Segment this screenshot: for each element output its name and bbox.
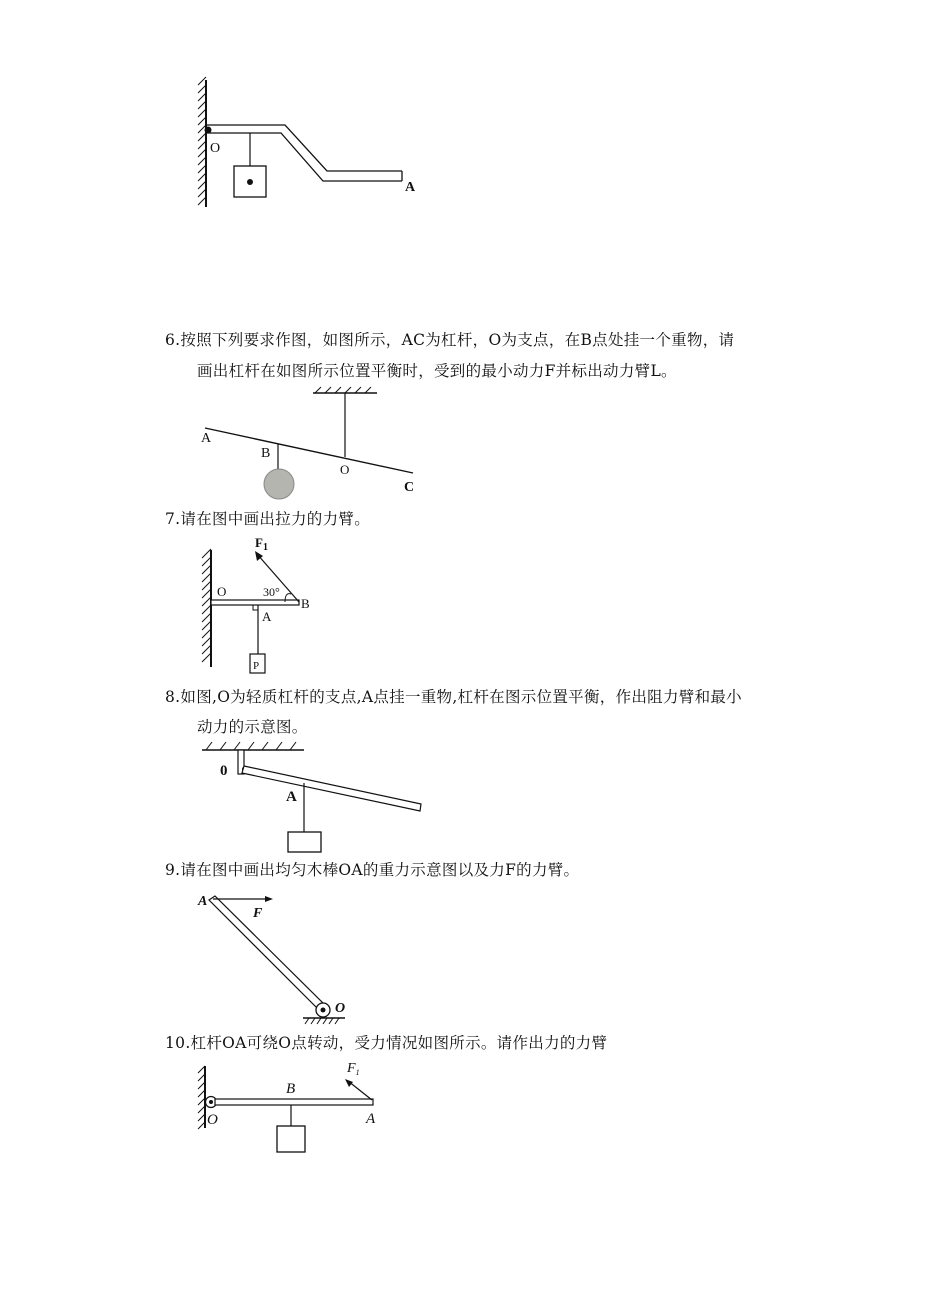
figure-lever-bent-arm	[190, 75, 430, 215]
fig10-label-b: B	[286, 1081, 296, 1097]
fig6-label-a: A	[201, 431, 212, 446]
fig10-label-o: O	[207, 1112, 218, 1128]
fig7-label-p: P	[253, 660, 260, 672]
fig6-label-c: C	[404, 480, 415, 495]
figure-lever-ac	[195, 385, 430, 505]
question-6	[165, 325, 734, 355]
fig7-label-o: O	[217, 584, 227, 599]
fig7-label-b: B	[301, 596, 310, 611]
question-text: 杠杆OA可绕O点转动，受力情况如图所示。请作出力的力臂	[190, 1034, 608, 1052]
fig9-label-a: A	[198, 894, 208, 909]
question-text: 动力的示意图。	[197, 718, 308, 736]
fig9-label-o: O	[335, 1001, 346, 1016]
question-text: 请在图中画出均匀木棒OA的重力示意图以及力F的力臂。	[180, 861, 580, 879]
fig7-label-angle: 30°	[263, 585, 280, 599]
question-7	[165, 504, 370, 534]
question-8	[165, 682, 742, 712]
question-number: 7.	[165, 510, 181, 528]
question-text: 画出杠杆在如图所示位置平衡时，受到的最小动力F并标出动力臂L。	[197, 362, 677, 380]
question-number: 10.	[165, 1034, 191, 1052]
question-number: 6.	[165, 331, 181, 349]
fig7-label-a: A	[262, 609, 272, 624]
fig10-label-f: $F_1$	[347, 1061, 360, 1077]
question-number: 9.	[165, 861, 181, 879]
question-text: 请在图中画出拉力的力臂。	[180, 510, 370, 528]
fig5-label-o: O	[210, 141, 221, 156]
question-9	[165, 855, 579, 885]
fig5-label-a: A	[405, 180, 416, 195]
question-text: 如图,O为轻质杠杆的支点,A点挂一重物,杠杆在图示位置平衡，作出阻力臂和最小	[180, 688, 742, 706]
fig10-label-a: A	[366, 1111, 376, 1127]
fig9-label-f: F	[253, 906, 263, 921]
fig6-label-b: B	[261, 446, 271, 461]
fig6-label-o: O	[340, 462, 350, 477]
question-number: 8.	[165, 688, 181, 706]
fig8-label-o: 0	[220, 763, 228, 779]
fig7-label-f: $F_1$	[255, 535, 268, 553]
figure-rod-oa	[195, 888, 365, 1028]
figure-lever-ceiling	[198, 736, 430, 858]
question-6-line2	[197, 356, 677, 386]
figure-lever-oa-f1	[195, 1056, 395, 1156]
question-text: 按照下列要求作图，如图所示，AC为杠杆，O为支点，在B点处挂一个重物，请	[180, 331, 735, 349]
fig8-label-a: A	[286, 789, 297, 805]
figure-lever-f1-30deg	[195, 532, 335, 677]
question-10	[165, 1028, 607, 1058]
